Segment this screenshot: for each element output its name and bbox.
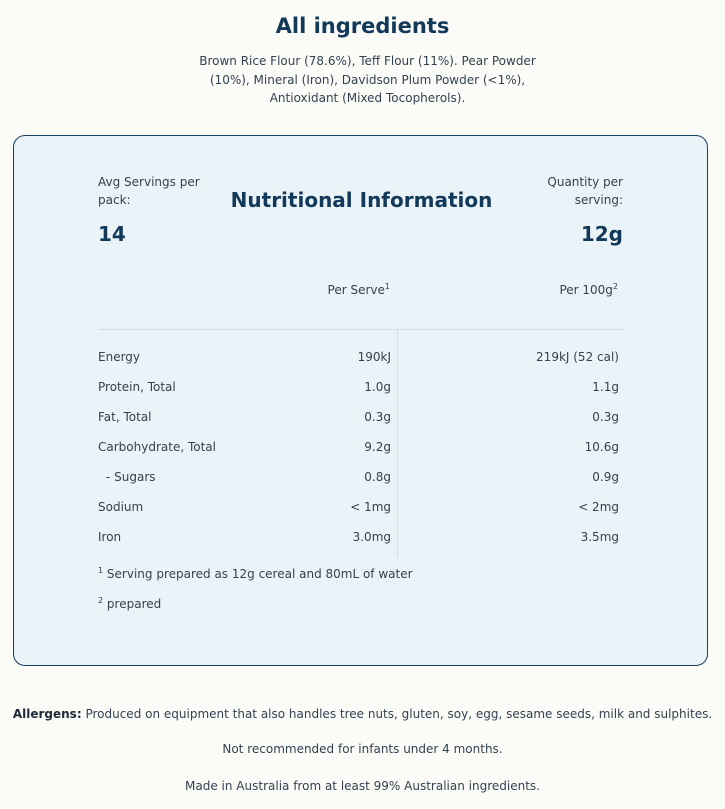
footnote-2 — [98, 597, 161, 611]
per-100g-footnote-mark: 2 — [612, 282, 618, 291]
per-100g-value: 0.9g — [592, 470, 619, 484]
table-row — [98, 410, 624, 440]
footnote-2-mark: 2 — [98, 596, 104, 605]
nutrient-name: Carbohydrate, Total — [98, 440, 216, 454]
made-in-statement: Made in Australia from at least 99% Australian ingredients. — [185, 779, 540, 793]
footnote-1-mark: 1 — [98, 566, 104, 575]
quantity-per-serving-label: Quantity per serving: — [547, 175, 623, 207]
per-100g-value: < 2mg — [578, 500, 619, 514]
per-serve-value: 9.2g — [364, 440, 391, 454]
per-100g-label: Per 100g — [559, 283, 613, 297]
nutrient-name: Fat, Total — [98, 410, 152, 424]
infants-note: Not recommended for infants under 4 months. — [222, 742, 503, 756]
nutrient-name: - Sugars — [106, 470, 156, 484]
table-row — [98, 470, 624, 500]
nutrient-name: Energy — [98, 350, 141, 364]
allergens-text: Produced on equipment that also handles tree nuts, gluten, soy, egg, sesame seeds, milk and sulphites. — [85, 707, 713, 721]
per-100g-value: 219kJ (52 cal) — [536, 350, 619, 364]
avg-servings-label: Avg Servings per pack: — [98, 175, 200, 207]
allergens-label: Allergens: — [12, 707, 82, 721]
nutrient-name: Protein, Total — [98, 380, 176, 394]
nutrient-name: Iron — [98, 530, 122, 544]
footnote-2-text: prepared — [106, 597, 162, 611]
column-header-per-100g — [559, 283, 618, 297]
table-row — [98, 440, 624, 470]
header-divider — [98, 329, 624, 330]
allergens-statement — [0, 707, 725, 721]
per-serve-value: 0.3g — [364, 410, 391, 424]
nutrient-name: Sodium — [98, 500, 144, 514]
per-serve-value: 0.8g — [364, 470, 391, 484]
per-serve-value: 1.0g — [364, 380, 391, 394]
table-row — [98, 350, 624, 380]
nutrition-panel — [13, 135, 708, 666]
column-header-per-serve — [328, 283, 390, 297]
per-serve-value: < 1mg — [350, 500, 391, 514]
nutrition-table — [98, 350, 624, 560]
per-100g-value: 1.1g — [592, 380, 619, 394]
per-serve-label: Per Serve — [327, 283, 385, 297]
quantity-per-serving-value: 12g — [580, 222, 623, 246]
footnote-1-text: Serving prepared as 12g cereal and 80mL of water — [106, 567, 413, 581]
per-100g-value: 10.6g — [584, 440, 619, 454]
per-serve-value: 190kJ — [357, 350, 391, 364]
per-serve-footnote-mark: 1 — [384, 282, 390, 291]
ingredients-list: Brown Rice Flour (78.6%), Teff Flour (11%). Pear Powder (10%), Mineral (Iron), Davidson Plum Powder (<1%), Antioxidant (Mixed Tocopherols). — [199, 54, 536, 105]
footnote-1 — [98, 567, 413, 581]
avg-servings-value: 14 — [98, 222, 126, 246]
per-serve-value: 3.0mg — [352, 530, 391, 544]
per-100g-value: 0.3g — [592, 410, 619, 424]
table-row — [98, 380, 624, 410]
ingredients-heading: All ingredients — [275, 14, 450, 38]
table-row — [98, 530, 624, 560]
per-100g-value: 3.5mg — [580, 530, 619, 544]
table-row — [98, 500, 624, 530]
nutrition-title: Nutritional Information — [230, 188, 493, 212]
